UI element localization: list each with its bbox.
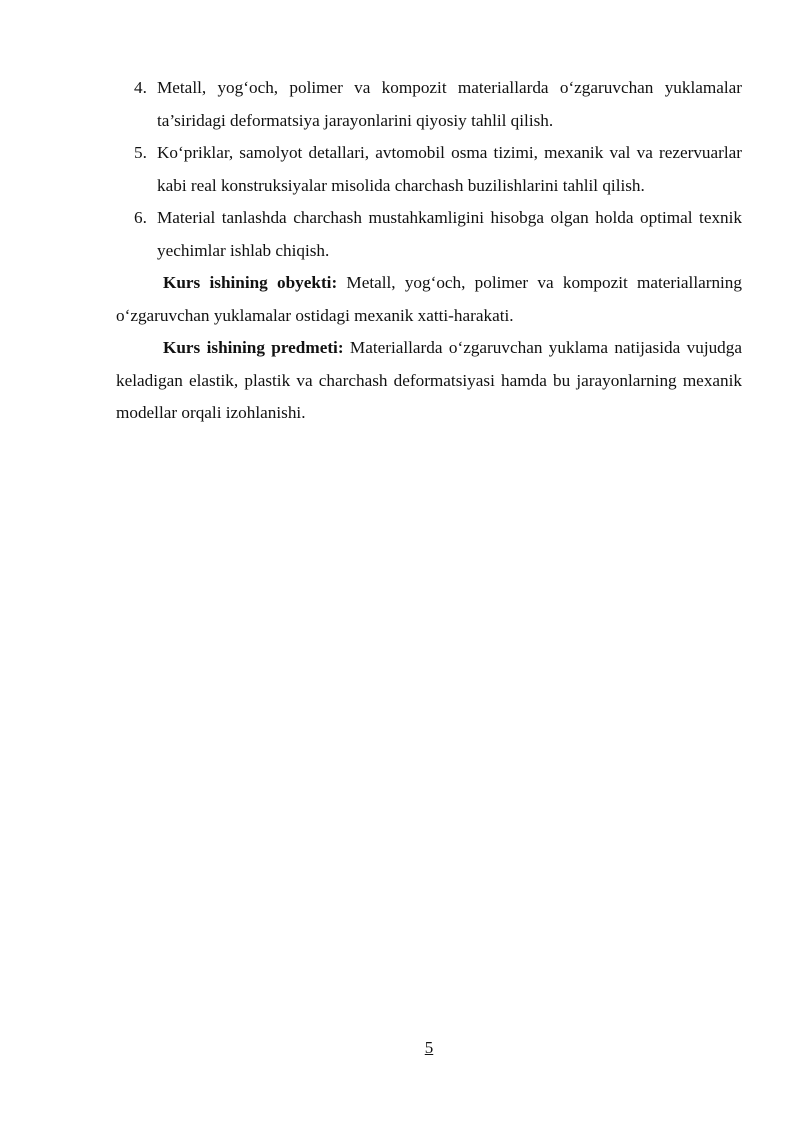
list-item (116, 72, 742, 137)
page-content (116, 72, 742, 430)
list-item-text: Material tanlashda charchash mustahkamligini hisobga olgan holda optimal texnik yechimlar ishlab chiqish. (157, 208, 742, 260)
list-item-text: Metall, yog‘och, polimer va kompozit materiallarda o‘zgaruvchan yuklamalar ta’siridagi deformatsiya jarayonlarini qiyosiy tahlil qilish. (157, 78, 742, 130)
subject-paragraph (116, 332, 742, 430)
list-item-number: 5. (134, 143, 147, 162)
list-item-number: 6. (134, 208, 147, 227)
subject-term: Kurs ishining predmeti: (163, 338, 344, 357)
page-number: 5 (424, 1038, 434, 1057)
object-paragraph (116, 267, 742, 332)
task-list (116, 72, 742, 267)
list-item-number: 4. (134, 78, 147, 97)
list-item (116, 137, 742, 202)
object-text: Metall, yog‘och, polimer va kompozit materiallarning o‘zgaruvchan yuklamalar ostidagi mexanik xatti-harakati. (116, 273, 742, 325)
list-item (116, 202, 742, 267)
subject-text: Materiallarda o‘zgaruvchan yuklama natijasida vujudga keladigan elastik, plastik va charchash deformatsiyasi hamda bu jarayonlarning mexanik modellar orqali izohlanishi. (116, 338, 742, 422)
object-term: Kurs ishining obyekti: (163, 273, 338, 292)
list-item-text: Ko‘priklar, samolyot detallari, avtomobil osma tizimi, mexanik val va rezervuarlar kabi real konstruksiyalar misolida charchash buzilishlarini tahlil qilish. (157, 143, 742, 195)
